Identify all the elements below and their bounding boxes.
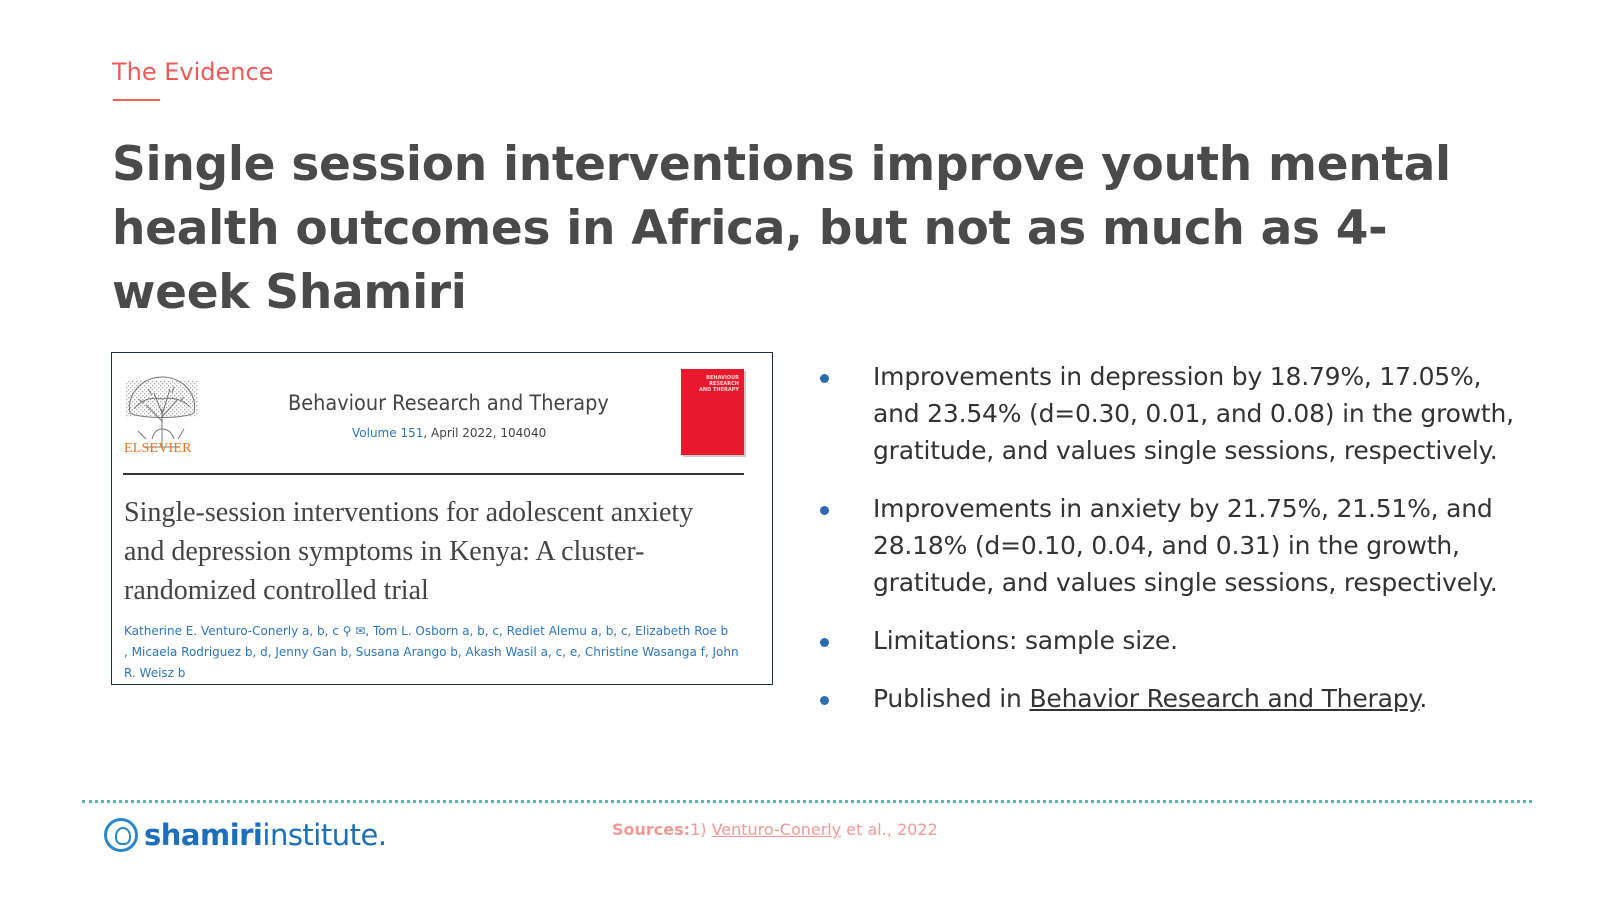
eyebrow-underline bbox=[113, 99, 160, 101]
sources-label: Sources: bbox=[612, 820, 691, 839]
findings-list bbox=[820, 358, 1520, 738]
logo-rest: institute. bbox=[262, 818, 387, 852]
logo-bold: shamiri bbox=[144, 818, 263, 852]
volume-line bbox=[352, 426, 546, 440]
shamiri-logo bbox=[104, 815, 387, 855]
shamiri-head-icon bbox=[104, 818, 138, 852]
journal-name: Behaviour Research and Therapy bbox=[288, 391, 609, 415]
finding-item bbox=[820, 358, 1520, 469]
finding-text: Published in bbox=[873, 684, 1030, 713]
bullet-dot-icon bbox=[820, 506, 829, 515]
volume-details: , April 2022, 104040 bbox=[423, 426, 547, 440]
sources-rest: et al., 2022 bbox=[841, 820, 938, 839]
cover-text: BEHAVIOUR RESEARCH AND THERAPY bbox=[699, 375, 739, 393]
source-link[interactable]: Venturo-Conerly bbox=[711, 820, 842, 839]
card-divider bbox=[123, 473, 744, 475]
sources-number: 1) bbox=[690, 820, 712, 839]
bullet-dot-icon bbox=[820, 374, 829, 383]
author-list bbox=[124, 621, 754, 684]
authors-line-1: Katherine E. Venturo-Conerly a, b, c ⚲ ✉, Tom L. Osborn a, b, c, Rediet Alemu a, b, c, Elizabeth Roe b bbox=[124, 624, 729, 638]
journal-cover-image bbox=[681, 369, 744, 455]
authors-line-2: , Micaela Rodriguez b, d, Jenny Gan b, Susana Arango b, Akash Wasil a, c, e, Christine Wasanga f, John R. Weisz b bbox=[124, 645, 739, 680]
publisher-name: ELSEVIER bbox=[124, 441, 192, 456]
finding-item bbox=[820, 622, 1520, 659]
footer-divider bbox=[82, 800, 1532, 803]
finding-text: Limitations: sample size. bbox=[873, 626, 1178, 655]
journal-link[interactable]: Behavior Research and Therapy bbox=[1029, 684, 1420, 713]
finding-item bbox=[820, 680, 1520, 717]
volume-link[interactable]: Volume 151 bbox=[352, 426, 424, 440]
paper-screenshot-card bbox=[111, 352, 773, 685]
finding-text-end: . bbox=[1419, 684, 1428, 713]
finding-text: Improvements in anxiety by 21.75%, 21.51%, and 28.18% (d=0.10, 0.04, and 0.31) in the growth, gratitude, and values single sessions, respectively. bbox=[873, 494, 1498, 597]
logo-wordmark bbox=[144, 818, 387, 852]
sources-note bbox=[612, 820, 938, 839]
paper-title: Single-session interventions for adolescent anxiety and depression symptoms in Kenya: A cluster-randomized controlled trial bbox=[124, 497, 694, 606]
section-eyebrow: The Evidence bbox=[112, 58, 274, 86]
finding-text: Improvements in depression by 18.79%, 17.05%, and 23.54% (d=0.30, 0.01, and 0.08) in the growth, gratitude, and values single sessions, respectively. bbox=[873, 362, 1514, 465]
bullet-dot-icon bbox=[820, 638, 829, 647]
slide-title: Single session interventions improve youth mental health outcomes in Africa, but not as much as 4-week Shamiri bbox=[112, 137, 1451, 320]
finding-item bbox=[820, 490, 1520, 601]
bullet-dot-icon bbox=[820, 696, 829, 705]
